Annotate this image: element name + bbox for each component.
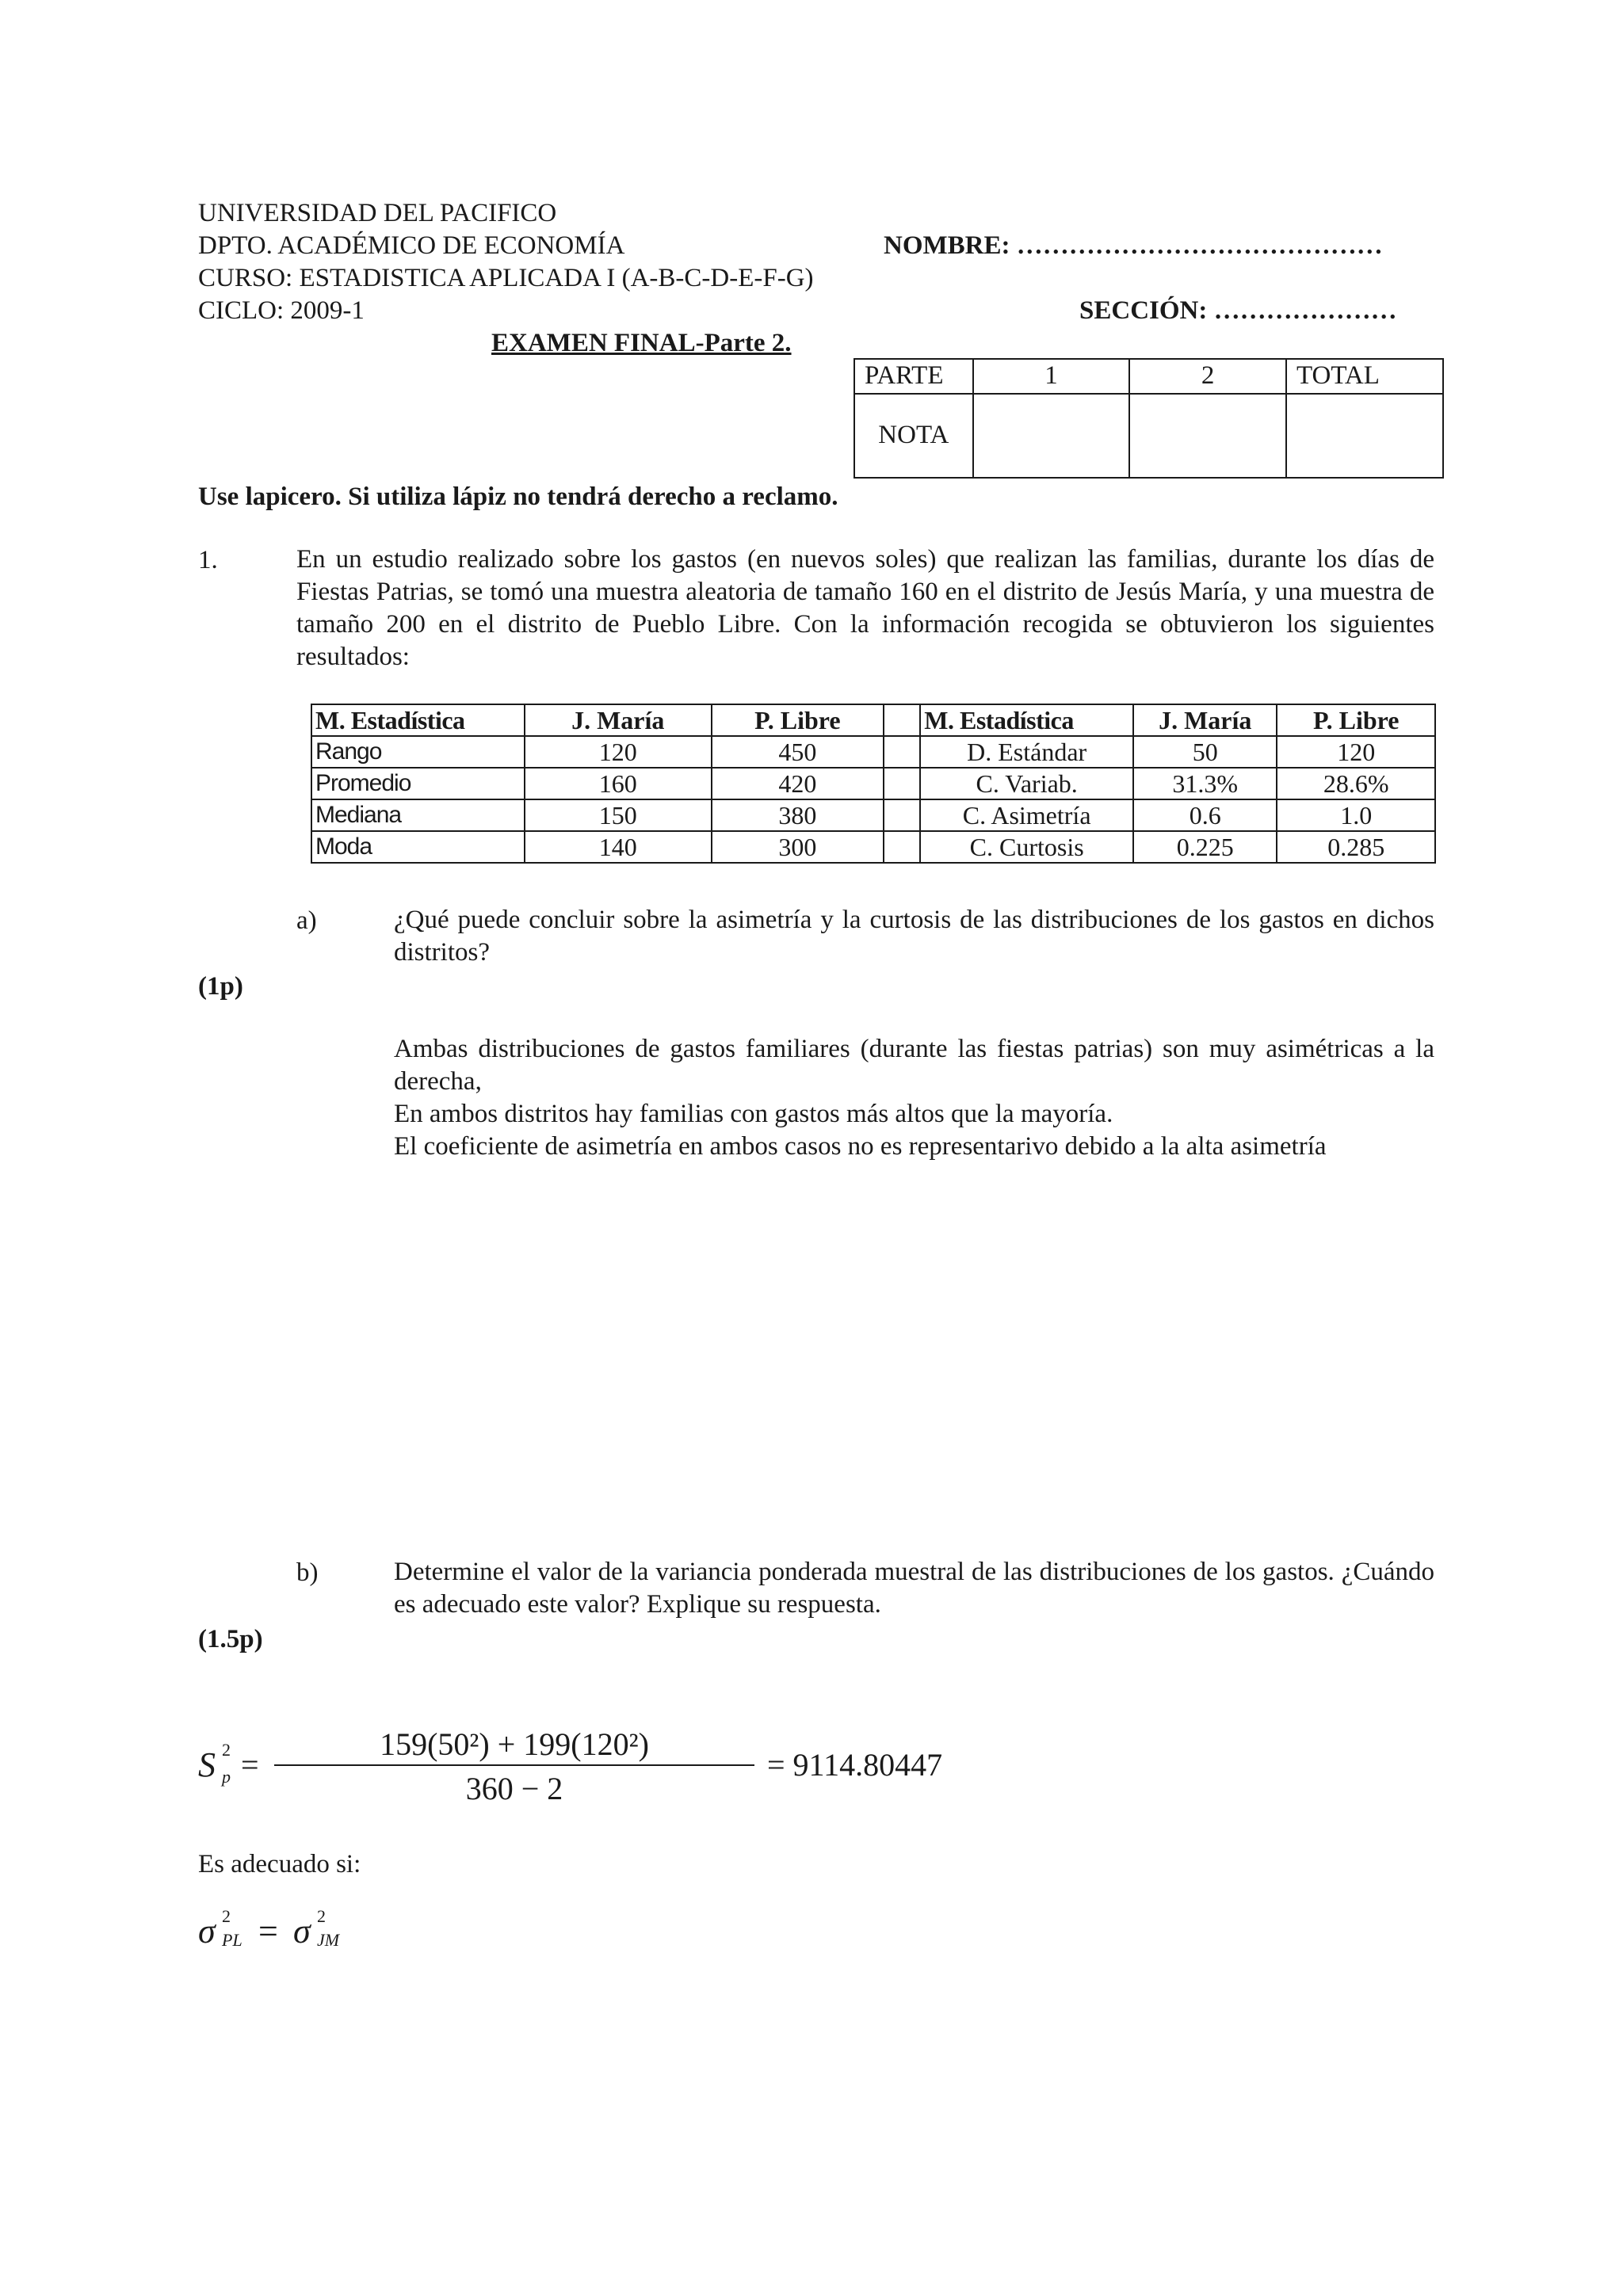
col-header: M. Estadística (920, 704, 1133, 736)
table-cell: 0.225 (1133, 831, 1277, 863)
part-a-points: (1p) (198, 972, 243, 1001)
name-field[interactable]: NOMBRE: …………………………………… (884, 231, 1383, 260)
table-cell: 0.6 (1133, 799, 1277, 831)
table-cell: Promedio (311, 768, 525, 799)
grade-cell-2[interactable] (1129, 394, 1286, 478)
sigma-superscript: 2 (222, 1906, 231, 1926)
table-cell: 300 (712, 831, 884, 863)
sigma-superscript: 2 (317, 1906, 326, 1926)
university-name: UNIVERSIDAD DEL PACIFICO (198, 199, 557, 227)
col-header: P. Libre (712, 704, 884, 736)
table-cell: D. Estándar (920, 736, 1133, 768)
part-a-answer-line-1: Ambas distribuciones de gastos familiares (durante las fiestas patrias) son muy asimétricas a la derecha, (394, 1035, 1434, 1096)
formula-superscript: 2 (222, 1740, 231, 1760)
sigma-symbol: σ (293, 1912, 311, 1951)
part-b-points: (1.5p) (198, 1625, 263, 1653)
column-gap (884, 704, 920, 736)
grade-header-parte: PARTE (854, 359, 973, 394)
table-cell: Mediana (311, 799, 525, 831)
col-header: J. María (1133, 704, 1277, 736)
table-cell: 1.0 (1277, 799, 1435, 831)
part-a-answer-line-3: El coeficiente de asimetría en ambos casos no es representarivo debido a la alta asimetría (394, 1132, 1327, 1161)
part-a-answer-line-2: En ambos distritos hay familias con gastos más altos que la mayoría. (394, 1100, 1113, 1128)
question-number: 1. (198, 546, 218, 574)
table-cell: C. Asimetría (920, 799, 1133, 831)
table-row (311, 768, 1435, 799)
part-a-question: ¿Qué puede concluir sobre la asimetría y la curtosis de las distribuciones de los gastos en dichos distritos? (394, 906, 1434, 967)
table-cell: 380 (712, 799, 884, 831)
table-cell: 160 (525, 768, 712, 799)
column-gap (884, 799, 920, 831)
statistics-table (311, 704, 1436, 864)
column-gap (884, 831, 920, 863)
table-row (311, 799, 1435, 831)
formula-denominator: 360 − 2 (465, 1771, 563, 1806)
table-cell: Rango (311, 736, 525, 768)
sigma-subscript-pl: PL (222, 1930, 242, 1950)
section-field[interactable]: SECCIÓN: ………………… (1079, 296, 1397, 325)
table-cell: C. Variab. (920, 768, 1133, 799)
column-gap (884, 768, 920, 799)
formula-subscript: p (222, 1767, 231, 1787)
table-cell: C. Curtosis (920, 831, 1133, 863)
table-row (311, 736, 1435, 768)
grade-cell-total[interactable] (1286, 394, 1443, 478)
instruction-text: Use lapicero. Si utiliza lápiz no tendrá derecho a reclamo. (198, 482, 838, 511)
col-header: J. María (525, 704, 712, 736)
adequate-label: Es adecuado si: (198, 1850, 361, 1878)
table-cell: 120 (525, 736, 712, 768)
table-cell: 31.3% (1133, 768, 1277, 799)
question-text: En un estudio realizado sobre los gastos (en nuevos soles) que realizan las familias, durante los días de Fiestas Patrias, se tomó una muestra aleatoria de tamaño 160 en el distrito de Jesús María, y una muestra de tamaño 200 en el distrito de Pueblo Libre. Con la información recogida se obtuvieron los siguientes resultados: (296, 545, 1434, 671)
part-a-letter: a) (296, 906, 317, 935)
cycle-label: CICLO: 2009-1 (198, 296, 365, 325)
col-header: M. Estadística (311, 704, 525, 736)
formula-numerator: 159(50²) + 199(120²) (380, 1726, 649, 1762)
grade-cell-1[interactable] (973, 394, 1130, 478)
part-b-letter: b) (296, 1558, 319, 1587)
table-cell: 0.285 (1277, 831, 1435, 863)
sigma-subscript-jm: JM (317, 1930, 340, 1950)
formula-equals: = (241, 1747, 259, 1783)
formula-symbol-s: S (198, 1745, 216, 1784)
course-name: CURSO: ESTADISTICA APLICADA I (A-B-C-D-E-F-G) (198, 264, 814, 292)
condition-equals: = (258, 1912, 278, 1951)
grade-row-label: NOTA (854, 394, 973, 478)
variance-condition (198, 1906, 404, 1966)
table-cell: 450 (712, 736, 884, 768)
table-cell: 120 (1277, 736, 1435, 768)
table-cell: 28.6% (1277, 768, 1435, 799)
grade-table (854, 358, 1444, 479)
formula-result: = 9114.80447 (767, 1747, 943, 1783)
grade-header-1: 1 (973, 359, 1130, 394)
table-cell: 150 (525, 799, 712, 831)
pooled-variance-formula (198, 1726, 943, 1821)
fraction-line (274, 1764, 754, 1766)
table-row (311, 831, 1435, 863)
column-gap (884, 736, 920, 768)
table-cell: 420 (712, 768, 884, 799)
table-cell: 50 (1133, 736, 1277, 768)
exam-title: EXAMEN FINAL-Parte 2. (491, 329, 792, 357)
table-cell: Moda (311, 831, 525, 863)
grade-header-total: TOTAL (1286, 359, 1443, 394)
col-header: P. Libre (1277, 704, 1435, 736)
table-header-row (311, 704, 1435, 736)
table-cell: 140 (525, 831, 712, 863)
sigma-symbol: σ (198, 1912, 216, 1951)
part-b-question: Determine el valor de la variancia ponderada muestral de las distribuciones de los gastos. ¿Cuándo es adecuado este valor? Explique su respuesta. (394, 1558, 1434, 1619)
grade-header-2: 2 (1129, 359, 1286, 394)
department-name: DPTO. ACADÉMICO DE ECONOMÍA (198, 231, 625, 260)
